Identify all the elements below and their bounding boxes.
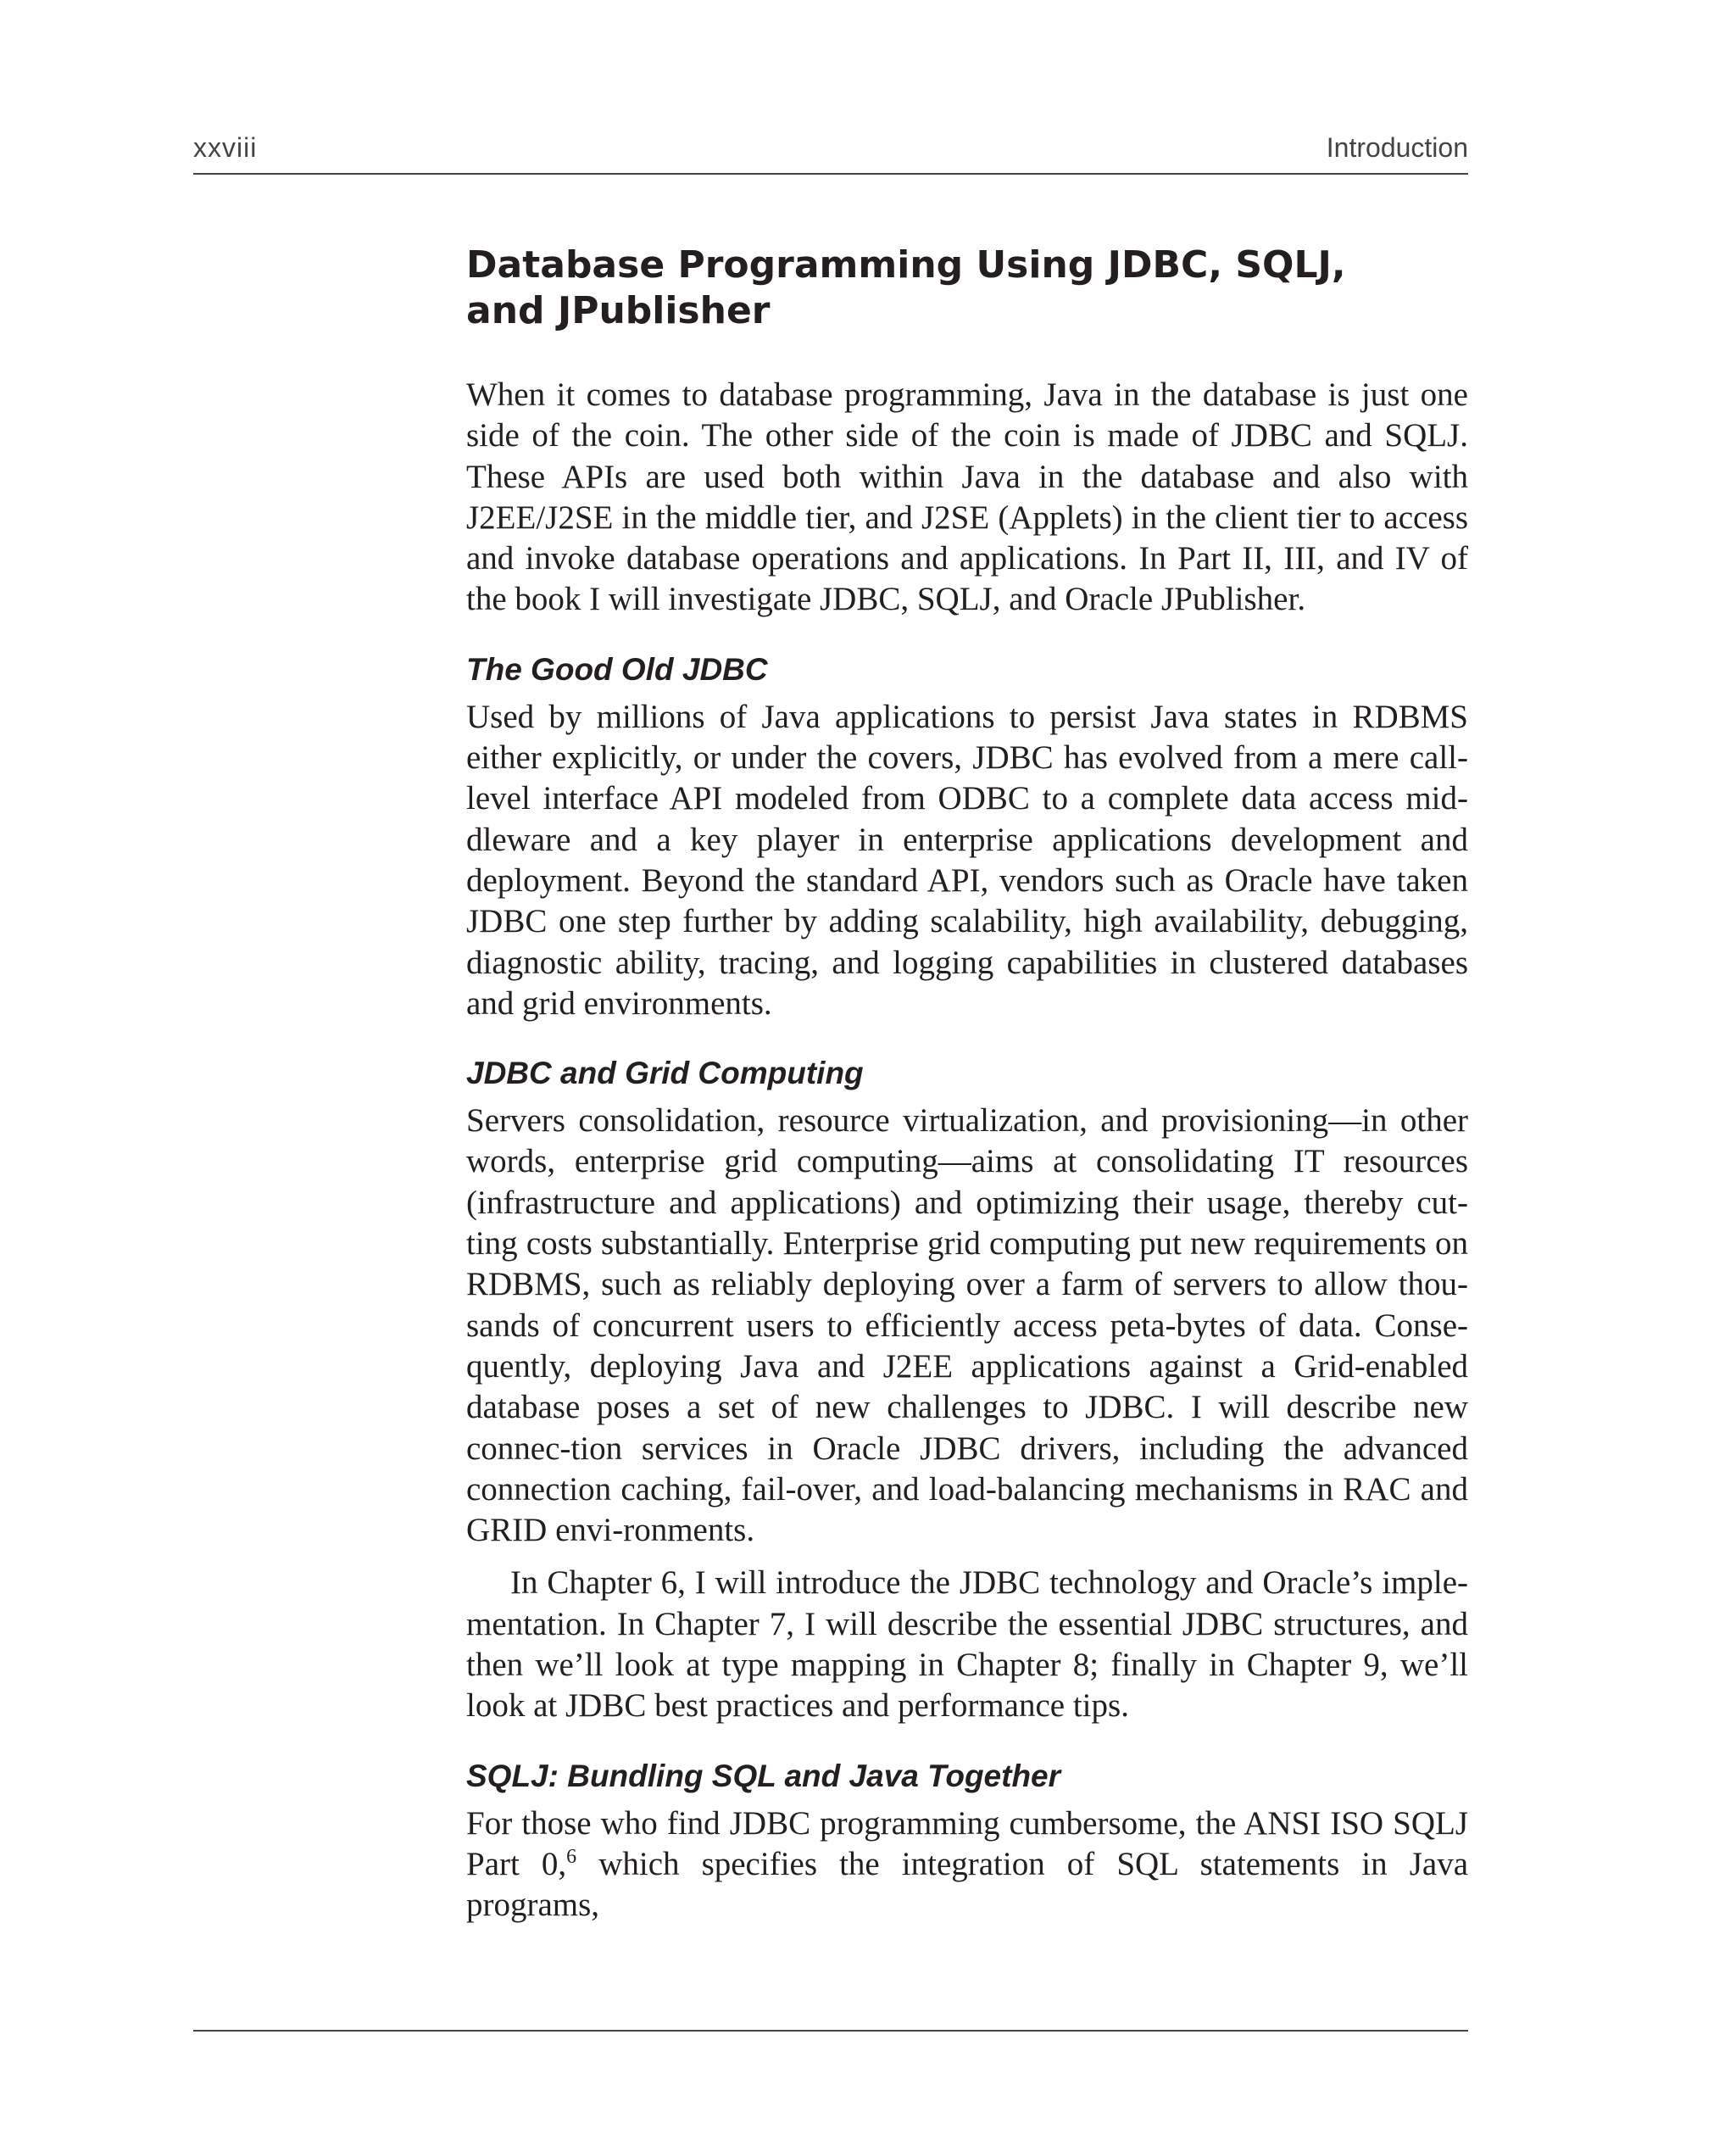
page-body — [466, 242, 1468, 1926]
intro-paragraph: When it comes to database programming, Java in the database is just one side of the coin. The other side of the coin is made of JDBC and SQLJ. These APIs are used both within Java in the database and also with J2EE/J2SE in the middle tier, and J2SE (Applets) in the client tier to access and invoke database operations and applications. In Part II, III, and IV of the book I will investigate JDBC, SQLJ, and Oracle JPublisher. — [466, 376, 1468, 618]
subheading-sqlj: SQLJ: Bundling SQL and Java Together — [466, 1758, 1061, 1793]
section-heading — [466, 242, 1468, 334]
sqlj-paragraph — [466, 1803, 1468, 1926]
good-old-jdbc-paragraph: Used by millions of Java applications to persist Java states in RDBMS either explicitly, or under the covers, JDBC has evolved from a mere call-level interface API modeled from ODBC to a complete data access mid-dleware and a key player in enterprise applications development and deployment. Beyond the standard API, vendors such as Oracle have taken JDBC one step further by adding scalability, high availability, debugging, diagnostic ability, tracing, and logging capabilities in clustered databases and grid environments. — [466, 698, 1468, 1022]
bottom-rule — [193, 2030, 1468, 2032]
subheading-jdbc-grid-computing: JDBC and Grid Computing — [466, 1056, 864, 1091]
grid-computing-paragraph-2: In Chapter 6, I will introduce the JDBC technology and Oracle’s imple-mentation. In Chapter 7, I will describe the essential JDBC structures, and then we’ll look at type mapping in Chapter 8; finally in Chapter 9, we’ll look at JDBC best practices and performance tips. — [466, 1564, 1468, 1725]
grid-computing-paragraph-1: Servers consolidation, resource virtualization, and provisioning—in other words, enterprise grid computing—aims at consolidating IT resources (infrastructure and applications) and optimizing their usage, thereby cut-ting costs substantially. Enterprise grid computing put new requirements on RDBMS, such as reliably deploying over a farm of servers to allow thou-sands of concurrent users to efficiently access peta-bytes of data. Conse-quently, deploying Java and J2EE applications against a Grid-enabled database poses a set of new challenges to JDBC. I will describe new connec-tion services in Oracle JDBC drivers, including the advanced connection caching, fail-over, and load-balancing mechanisms in RAC and GRID envi-ronments. — [466, 1102, 1468, 1549]
running-head — [193, 129, 1468, 175]
subheading-good-old-jdbc: The Good Old JDBC — [466, 651, 768, 687]
running-head-section: Introduction — [1326, 132, 1468, 163]
section-heading-line-2: and JPublisher — [466, 289, 771, 332]
sqlj-text-before-note: For those who find JDBC programming cumbersome, the ANSI ISO SQLJ Part 0, — [466, 1804, 1468, 1882]
page-number: xxviii — [193, 132, 258, 163]
section-heading-line-1: Database Programming Using JDBC, SQLJ, — [466, 243, 1346, 287]
sqlj-text-after-note: which specifies the integration of SQL statements in Java programs, — [466, 1845, 1468, 1924]
footnote-reference[interactable]: 6 — [566, 1845, 577, 1868]
